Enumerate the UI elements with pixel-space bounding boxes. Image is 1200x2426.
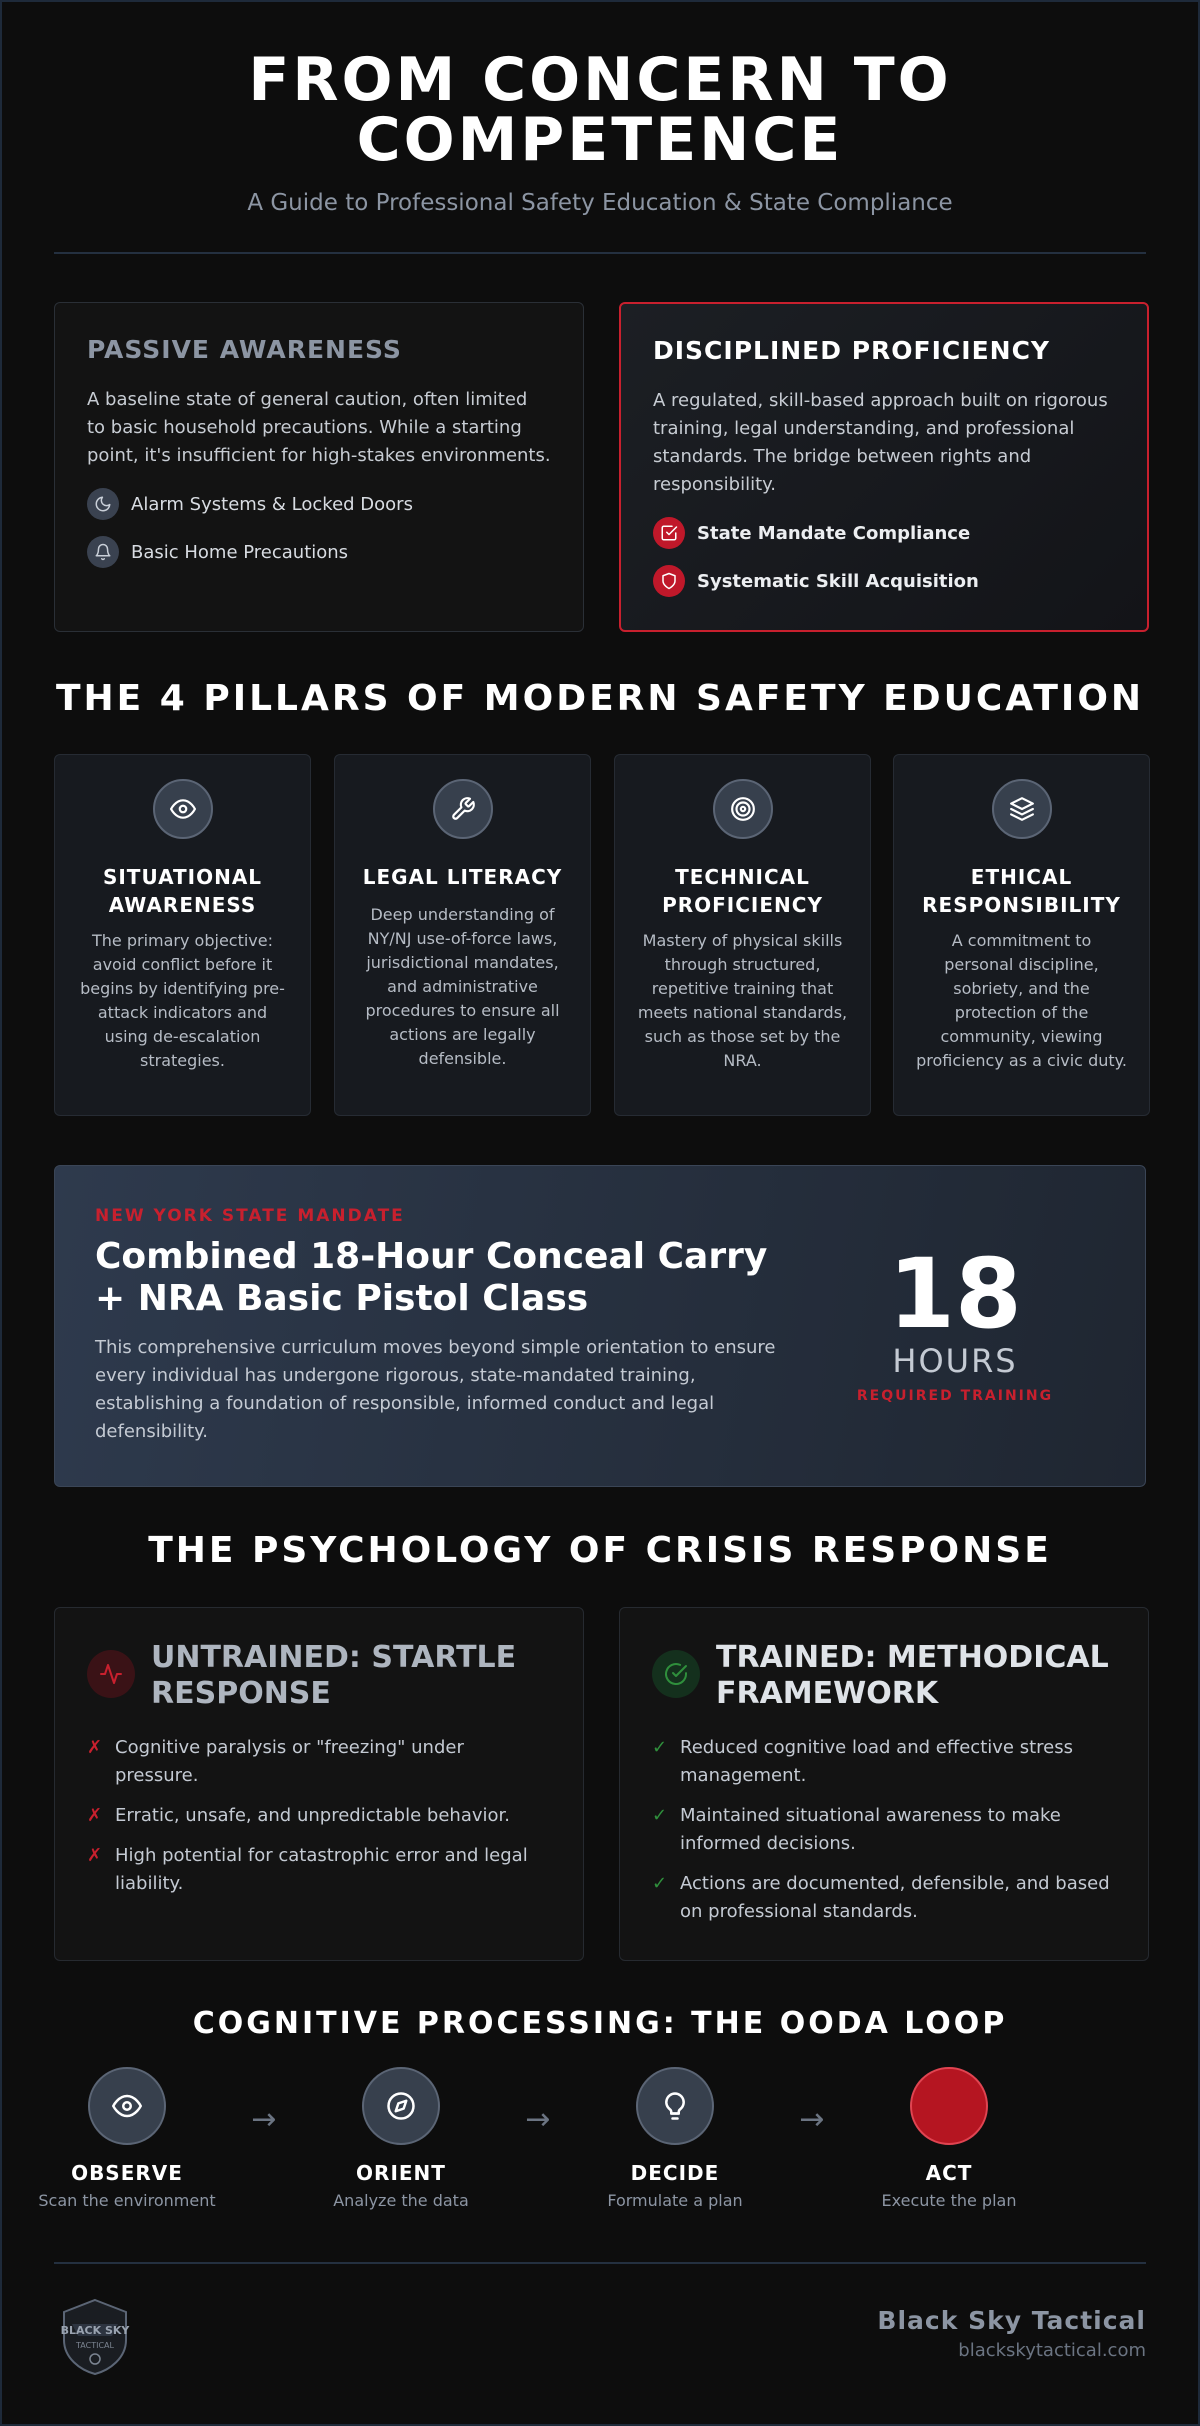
mandate-eyebrow: NEW YORK STATE MANDATE (95, 1206, 405, 1226)
pillar-title-line: ETHICAL (970, 865, 1073, 889)
mandate-hours-label: REQUIRED TRAINING (856, 1388, 1054, 1404)
brand-logo (54, 2296, 136, 2378)
trained-title: TRAINED: METHODICAL FRAMEWORK (716, 1640, 1109, 1711)
pillar-card-situational-awareness (54, 754, 311, 1116)
pillar-text: The primary objective: avoid conflict before it begins by identifying pre-attack indicators and using de-escalation strategies. (80, 931, 285, 1070)
ooda-step-label: OBSERVE (71, 2161, 183, 2185)
ooda-step-label: DECIDE (630, 2161, 720, 2185)
trained-list (652, 1734, 1116, 1926)
wrench-icon (433, 779, 493, 839)
list-item (652, 1802, 1116, 1858)
lightbulb-icon (636, 2067, 714, 2145)
disciplined-item (653, 565, 1115, 597)
list-item-text: Erratic, unsafe, and unpredictable behavior. (115, 1805, 510, 1826)
pillar-text: A commitment to personal discipline, sobriety, and the protection of the community, viewing proficiency as a civic duty. (916, 931, 1127, 1070)
pillar-text: Mastery of physical skills through structured, repetitive training that meets national standards, such as those set by the NRA. (637, 931, 848, 1070)
pillar-card-ethical-responsibility (893, 754, 1150, 1116)
list-item (87, 1734, 551, 1790)
x-mark-icon: ✗ (87, 1805, 103, 1826)
footer-divider (54, 2262, 1146, 2264)
untrained-list (87, 1734, 551, 1898)
moon-icon (87, 488, 119, 520)
pillar-title-line: AWARENESS (108, 893, 257, 917)
ooda-step-orient (281, 2067, 521, 2210)
pillar-title-line: RESPONSIBILITY (922, 893, 1121, 917)
pillar-title-line: PROFICIENCY (662, 893, 823, 917)
passive-item (87, 536, 551, 568)
list-item-text: High potential for catastrophic error and legal liability. (115, 1845, 528, 1894)
arrow-right-icon: → (251, 2102, 277, 2137)
x-mark-icon: ✗ (87, 1737, 103, 1758)
untrained-title: UNTRAINED: STARTLE RESPONSE (151, 1640, 517, 1711)
svg-text:BLACK SKY: BLACK SKY (60, 2324, 130, 2337)
ooda-step-label: ACT (925, 2161, 973, 2185)
page-title (54, 45, 1146, 175)
disciplined-item-label: State Mandate Compliance (697, 522, 971, 544)
disciplined-proficiency-title: DISCIPLINED PROFICIENCY (653, 336, 1051, 365)
pillar-title (908, 863, 1135, 919)
pillar-text: Deep understanding of NY/NJ use-of-force laws, jurisdictional mandates, and administrative procedures to ensure all actions are legally defensible. (365, 905, 560, 1068)
state-mandate-banner (54, 1165, 1146, 1487)
page-subtitle: A Guide to Professional Safety Education & State Compliance (247, 190, 953, 216)
check-mark-icon: ✓ (652, 1873, 668, 1894)
ooda-step-description: Formulate a plan (607, 2191, 743, 2210)
passive-awareness-text: A baseline state of general caution, often limited to basic household precautions. While a starting point, it's insufficient for high-stakes environments. (87, 389, 551, 466)
passive-item-label: Alarm Systems & Locked Doors (131, 493, 413, 515)
content-column (38, 2, 1146, 2424)
arrow-right-icon: → (799, 2102, 825, 2137)
disciplined-proficiency-card (619, 302, 1149, 632)
list-item (652, 1870, 1116, 1926)
pulse-icon (87, 1650, 135, 1698)
mandate-hours-number: 18 (888, 1238, 1022, 1350)
layers-icon (992, 779, 1052, 839)
untrained-header (87, 1640, 551, 1712)
mandate-text: This comprehensive curriculum moves beyond simple orientation to ensure every individual has undergone rigorous, state-mandated training, establishing a foundation of responsible, informed conduct and legal defensibility. (95, 1337, 776, 1442)
eye-icon (88, 2067, 166, 2145)
page-title-line-1: FROM CONCERN TO (248, 45, 952, 115)
check-mark-icon: ✓ (652, 1805, 668, 1826)
trained-response-card (619, 1607, 1149, 1961)
ooda-step-decide (555, 2067, 795, 2210)
ooda-step-act (829, 2067, 1069, 2210)
list-item-text: Reduced cognitive load and effective stress management. (680, 1737, 1073, 1786)
bell-icon (87, 536, 119, 568)
shield-icon (653, 565, 685, 597)
pillar-card-technical-proficiency (614, 754, 871, 1116)
svg-text:TACTICAL: TACTICAL (76, 2341, 114, 2350)
mandate-hours-unit: HOURS (892, 1342, 1018, 1380)
ooda-step-label: ORIENT (356, 2161, 446, 2185)
list-item (87, 1802, 551, 1830)
check-circle-icon (652, 1650, 700, 1698)
act-circle-icon (910, 2067, 988, 2145)
pillar-title-line: TECHNICAL (675, 865, 810, 889)
pillar-title-line: SITUATIONAL (102, 865, 263, 889)
list-item-text: Maintained situational awareness to make informed decisions. (680, 1805, 1061, 1854)
untrained-response-card (54, 1607, 584, 1961)
pillar-title-line: LEGAL LITERACY (362, 865, 563, 889)
passive-awareness-card (54, 302, 584, 632)
list-item-text: Cognitive paralysis or "freezing" under pressure. (115, 1737, 464, 1786)
list-item (87, 1842, 551, 1898)
brand-name: Black Sky Tactical (877, 2306, 1146, 2335)
pillar-title (69, 863, 296, 919)
mandate-title: Combined 18-Hour Conceal Carry + NRA Basic Pistol Class (95, 1236, 768, 1319)
pillar-card-legal-literacy (334, 754, 591, 1116)
arrow-right-icon: → (525, 2102, 551, 2137)
trained-header (652, 1640, 1116, 1712)
ooda-step-description: Scan the environment (38, 2191, 216, 2210)
disciplined-item-label: Systematic Skill Acquisition (697, 570, 979, 592)
pillar-title (349, 863, 576, 891)
header-divider (54, 252, 1146, 254)
ooda-step-observe (7, 2067, 247, 2210)
compass-icon (362, 2067, 440, 2145)
x-mark-icon: ✗ (87, 1845, 103, 1866)
brand-website[interactable]: blackskytactical.com (958, 2340, 1146, 2361)
list-item-text: Actions are documented, defensible, and based on professional standards. (680, 1873, 1110, 1922)
psychology-section-title: THE PSYCHOLOGY OF CRISIS RESPONSE (148, 1530, 1052, 1571)
check-mark-icon: ✓ (652, 1737, 668, 1758)
disciplined-item (653, 517, 1115, 549)
ooda-section-title: COGNITIVE PROCESSING: THE OODA LOOP (192, 2006, 1008, 2041)
passive-item (87, 488, 551, 520)
disciplined-proficiency-text: A regulated, skill-based approach built on rigorous training, legal understanding, and professional standards. The bridge between rights and responsibility. (653, 390, 1108, 495)
passive-item-label: Basic Home Precautions (131, 541, 349, 563)
ooda-step-description: Execute the plan (881, 2191, 1017, 2210)
ooda-step-description: Analyze the data (333, 2191, 469, 2210)
list-item (652, 1734, 1116, 1790)
pillar-title (629, 863, 856, 919)
target-icon (713, 779, 773, 839)
eye-icon (153, 779, 213, 839)
check-square-icon (653, 517, 685, 549)
pillars-section-title: THE 4 PILLARS OF MODERN SAFETY EDUCATION (55, 678, 1145, 719)
passive-awareness-title: PASSIVE AWARENESS (87, 335, 402, 364)
page-title-line-2: COMPETENCE (356, 105, 844, 175)
